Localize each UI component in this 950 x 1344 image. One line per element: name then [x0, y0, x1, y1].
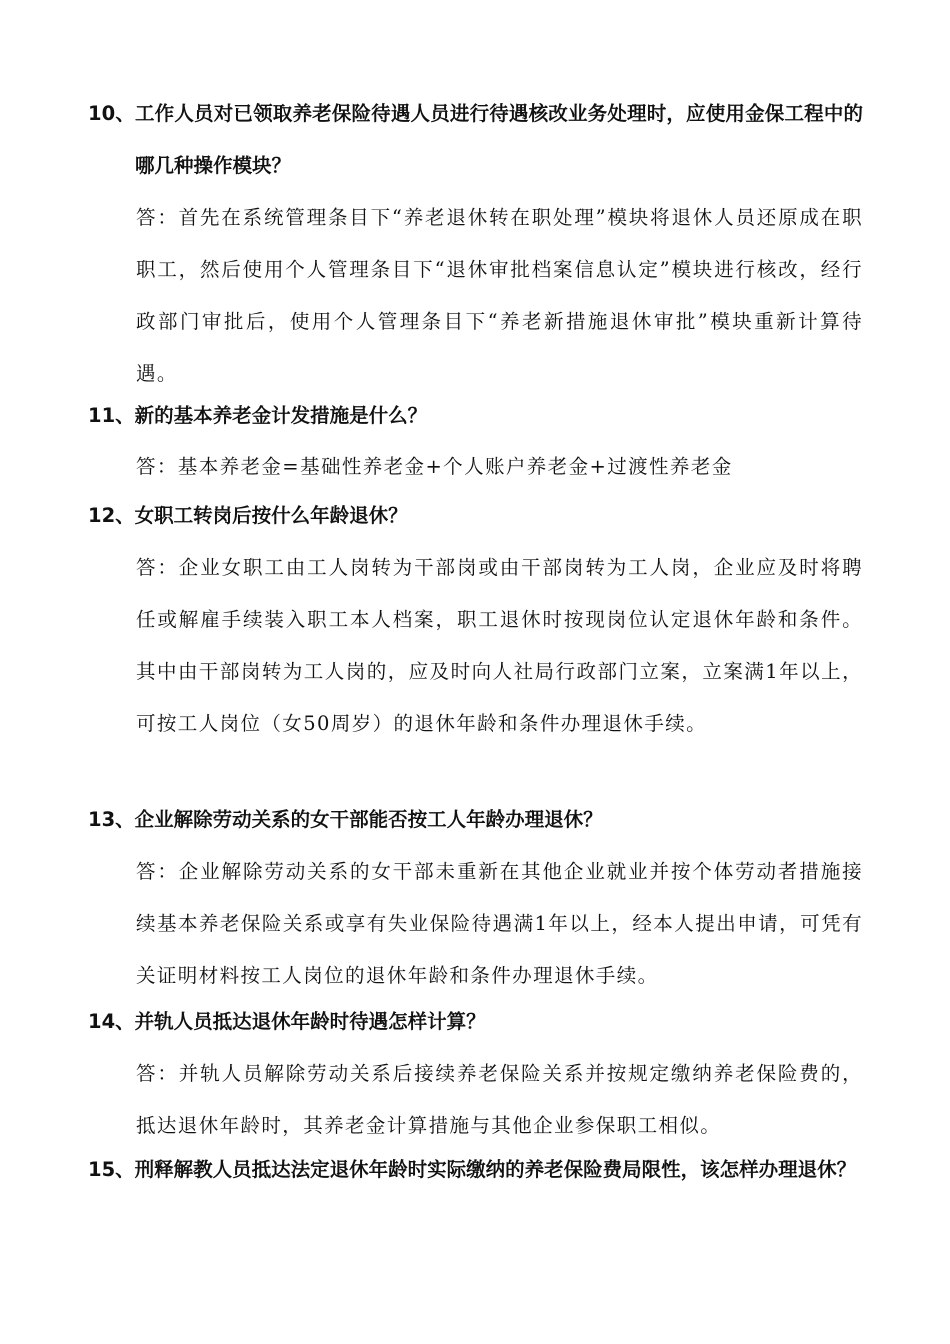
- question-10: 10、工作人员对已领取养老保险待遇人员进行待遇核改业务处理时，应使用金保工程中的哪几种操作模块？: [88, 102, 863, 177]
- question-12: 12、女职工转岗后按什么年龄退休？: [88, 504, 408, 527]
- question-15: 15、刑释解教人员抵达法定退休年龄时实际缴纳的养老保险费局限性，该怎样办理退休？: [88, 1158, 857, 1181]
- question-14: 14、并轨人员抵达退休年龄时待遇怎样计算？: [88, 1010, 486, 1033]
- qa-item-15: [88, 1144, 863, 1196]
- qa-item-10: [88, 88, 863, 400]
- qa-item-14: [88, 996, 863, 1152]
- answer-10: 答：首先在系统管理条目下“养老退休转在职处理”模块将退休人员还原成在职职工，然后使用个人管理条目下“退休审批档案信息认定”模块进行核改，经行政部门审批后，使用个人管理条目下“养老新措施退休审批”模块重新计算待遇。: [136, 206, 863, 385]
- qa-item-13: [88, 794, 863, 1002]
- answer-11: 答：基本养老金=基础性养老金+个人账户养老金+过渡性养老金: [136, 455, 733, 478]
- question-11: 11、新的基本养老金计发措施是什么？: [88, 404, 428, 427]
- answer-12: 答：企业女职工由工人岗转为干部岗或由干部岗转为工人岗，企业应及时将聘任或解雇手续装入职工本人档案，职工退休时按现岗位认定退休年龄和条件。其中由干部岗转为工人岗的，应及时向人社局行政部门立案，立案满1年以上，可按工人岗位（女50周岁）的退休年龄和条件办理退休手续。: [136, 556, 863, 735]
- answer-14: 答：并轨人员解除劳动关系后接续养老保险关系并按规定缴纳养老保险费的，抵达退休年龄时，其养老金计算措施与其他企业参保职工相似。: [136, 1062, 863, 1137]
- question-13: 13、企业解除劳动关系的女干部能否按工人年龄办理退休？: [88, 808, 603, 831]
- qa-item-12: [88, 490, 863, 750]
- qa-item-11: [88, 390, 863, 492]
- answer-13: 答：企业解除劳动关系的女干部未重新在其他企业就业并按个体劳动者措施接续基本养老保险关系或享有失业保险待遇满1年以上，经本人提出申请，可凭有关证明材料按工人岗位的退休年龄和条件办理退休手续。: [136, 860, 863, 987]
